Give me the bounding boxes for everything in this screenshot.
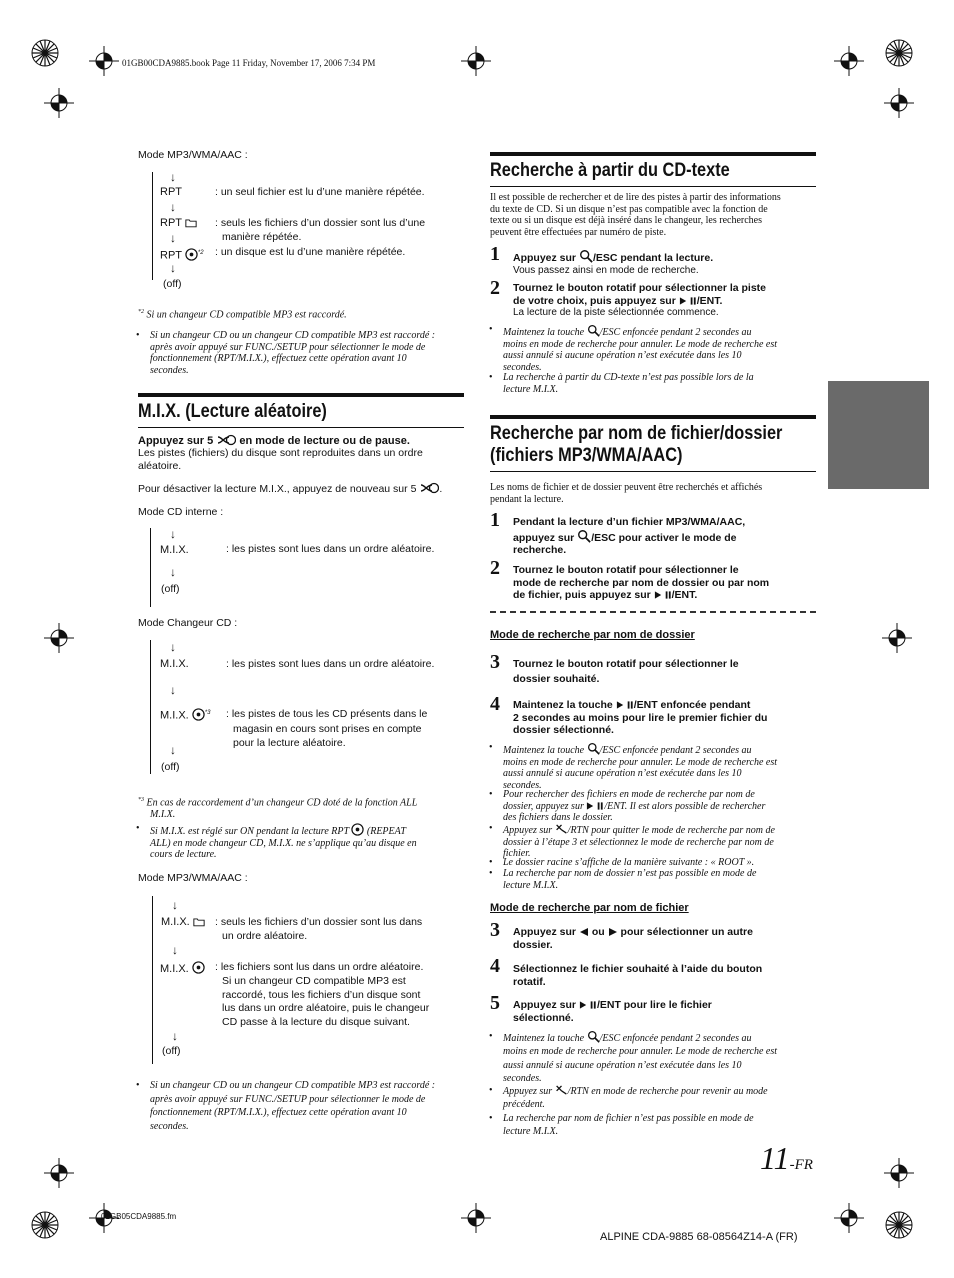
model-line: ALPINE CDA-9885 68-08564Z14-A (FR): [600, 1231, 798, 1243]
cdtext-step-2: Tournez le bouton rotatif pour sélectionner la piste de votre choix, puis appuyez sur /ENT. La lecture de la piste sélectionnée commence.: [513, 282, 767, 318]
search-icon: [587, 742, 600, 755]
folder-step-3: Tournez le bouton rotatif pour sélectionner le dossier souhaité.: [513, 658, 739, 685]
ch-mix-all-label: M.I.X. $^{*3}$: [160, 709, 211, 722]
mix-step: Appuyez sur 5 en mode de lecture ou de pause.: [138, 435, 410, 447]
step-number: 1: [490, 243, 500, 265]
return-icon: [555, 823, 568, 835]
filename-step-2: Tournez le bouton rotatif pour sélectionner le mode de recherche par nom de dossier ou par nom de fichier, puis appuyez sur /ENT.: [513, 564, 770, 601]
ch-off: (off): [161, 761, 180, 773]
step-number: 4: [490, 955, 500, 977]
search-icon: [577, 529, 591, 543]
registration-mark-icon: [30, 38, 60, 68]
crosshair-mark-icon: [884, 1158, 914, 1188]
shuffle-icon: [419, 482, 439, 494]
step-number: 1: [490, 509, 500, 531]
crosshair-mark-icon: [89, 46, 119, 76]
ch-mix-all-desc: : les pistes de tous les CD présents dans le magasin en cours sont prises en compte pour la lecture aléatoire.: [226, 708, 428, 749]
step-number: 4: [490, 693, 500, 715]
crosshair-mark-icon: [834, 46, 864, 76]
mp3-mix-disc-desc: : les fichiers sont lus dans un ordre aléatoire. Si un changeur CD compatible MP3 est raccordé, tous les fichiers d’un disque sont lus dans un ordre aléatoire, puis le changeur CD passe à la lecture du disque suivant.: [215, 961, 430, 1029]
file-step-3: Appuyez sur ou pour sélectionner un autre dossier.: [513, 926, 753, 951]
folder-bullet-4: • Le dossier racine s’affiche de la manière suivante : « ROOT ».: [503, 857, 754, 869]
left-arrow-icon: [579, 927, 589, 937]
step-number: 3: [490, 651, 500, 673]
side-tab: [828, 381, 929, 489]
crosshair-mark-icon: [884, 88, 914, 118]
registration-mark-icon: [884, 38, 914, 68]
cd-mix-label: M.I.X.: [160, 544, 189, 556]
file-search-subheading: Mode de recherche par nom de fichier: [490, 902, 689, 914]
mp3-mix-disc-label: M.I.X.: [160, 961, 205, 976]
footnote-3: $^{*3}$ En cas de raccordement d’un changeur CD doté de la fonction ALL M.I.X.: [138, 797, 418, 821]
right-arrow-icon: [608, 927, 618, 937]
filename-step-1: Pendant la lecture d’un fichier MP3/WMA/AAC, appuyez sur /ESC pour activer le mode de recherche.: [513, 516, 746, 556]
search-icon: [579, 249, 593, 263]
folder-icon: [185, 217, 197, 228]
page-number: 11-FR: [760, 1140, 813, 1176]
rpt-disc-desc: : un disque est lu d’une manière répétée.: [215, 246, 406, 258]
registration-mark-icon: [884, 1210, 914, 1240]
mix-cancel: Pour désactiver la lecture M.I.X., appuyez de nouveau sur 5 .: [138, 483, 443, 495]
mode-mp3-label: Mode MP3/WMA/AAC :: [138, 149, 248, 161]
folder-bullet-1: • Maintenez la touche /ESC enfoncée pendant 2 secondes au moins en mode de recherche pour annuler. Le mode de recherche est aussi annulé si aucune opération n’est exécutée dans les 10 secondes.: [503, 742, 777, 791]
cd-mix-desc: : les pistes sont lues dans un ordre aléatoire.: [226, 543, 435, 555]
mp3-off: (off): [162, 1045, 181, 1057]
folder-bullet-2: • Pour rechercher des fichiers en mode de recherche par nom de dossier, appuyez sur /ENT. Il est alors possible de rechercher des fichiers dans le dossier.: [503, 789, 765, 824]
folder-step-4: Maintenez la touche /ENT enfoncée pendant 2 secondes au moins pour lire le premier fichier du dossier sélectionné.: [513, 699, 768, 736]
file-bullet-1: • Maintenez la touche /ESC enfoncée pendant 2 secondes au moins en mode de recherche pour annuler. Le mode de recherche est aussi annulé si aucune opération n’est exécutée dans les 10 secondes.: [503, 1030, 777, 1085]
mode-changeur: Mode Changeur CD :: [138, 617, 238, 629]
play-pause-icon: [654, 590, 672, 600]
folder-bullet-5: • La recherche par nom de dossier n’est pas possible en mode de lecture M.I.X.: [503, 868, 756, 891]
step-number: 2: [490, 557, 500, 579]
filename-search-heading: Recherche par nom de fichier/dossier (fichiers MP3/WMA/AAC): [490, 415, 816, 472]
crosshair-mark-icon: [44, 88, 74, 118]
cdtext-intro: Il est possible de rechercher et de lire des pistes à partir des informations du texte de CD. Si un disque n’est pas compatible avec la fonction de texte ou si un disque est déjà inséré dans le changeur, les recherches peuvent être effectuées par numéro de piste.: [490, 192, 781, 238]
folder-search-subheading: Mode de recherche par nom de dossier: [490, 629, 695, 641]
file-bullet-3: • La recherche par nom de fichier n’est pas possible en mode de lecture M.I.X.: [503, 1112, 754, 1139]
file-bullet-2: • Appuyez sur /RTN en mode de recherche pour revenir au mode précédent.: [503, 1084, 768, 1112]
cdtext-bullet-1: • Maintenez la touche /ESC enfoncée pendant 2 secondes au moins en mode de recherche pour annuler. Le mode de recherche est aussi annulé si aucune opération n’est exécutée dans les 10 secondes.: [503, 324, 777, 373]
play-pause-icon: [579, 1000, 597, 1010]
file-step-5: Appuyez sur /ENT pour lire le fichier sélectionné.: [513, 999, 712, 1024]
crosshair-mark-icon: [882, 623, 912, 653]
crosshair-mark-icon: [461, 46, 491, 76]
crosshair-mark-icon: [44, 1158, 74, 1188]
bullet-changer-2: • Si un changeur CD ou un changeur CD compatible MP3 est raccordé : après avoir appuyé sur FUNC./SETUP pour sélectionner le mode de fonctionnement (RPT/M.I.X.), effectuez cette opération avant 10 secondes.: [150, 1079, 435, 1133]
mix-heading: M.I.X. (Lecture aléatoire): [138, 393, 464, 428]
crosshair-mark-icon: [461, 1203, 491, 1233]
rpt-desc: : un seul fichier est lu d’une manière répétée.: [215, 186, 425, 198]
mp3-mix-folder-desc: : seuls les fichiers d’un dossier sont lus dans un ordre aléatoire.: [215, 916, 423, 942]
rpt-folder-desc-2: manière répétée.: [222, 231, 302, 243]
rpt-disc-label: RPT $^{*2}$: [160, 249, 204, 262]
crosshair-mark-icon: [44, 623, 74, 653]
registration-mark-icon: [30, 1210, 60, 1240]
mode-cd-interne: Mode CD interne :: [138, 506, 224, 518]
cd-off: (off): [161, 583, 180, 595]
disc-icon: [351, 823, 364, 836]
rpt-label: RPT: [160, 186, 182, 198]
rpt-off: (off): [163, 278, 182, 290]
return-icon: [555, 1084, 568, 1096]
cdtext-heading: Recherche à partir du CD-texte: [490, 152, 816, 187]
mode-mp3-label-2: Mode MP3/WMA/AAC :: [138, 872, 248, 884]
mix-step-text: Les pistes (fichiers) du disque sont reproduites dans un ordre aléatoire.: [138, 447, 423, 472]
rpt-folder-label: RPT: [160, 217, 197, 230]
disc-icon: [192, 708, 205, 721]
book-header: 01GB00CDA9885.book Page 11 Friday, November 17, 2006 7:34 PM: [122, 58, 376, 68]
step-number: 5: [490, 992, 500, 1014]
folder-icon: [193, 916, 205, 927]
step-number: 3: [490, 919, 500, 941]
mp3-mix-folder-label: M.I.X.: [161, 916, 205, 929]
rpt-folder-desc: : seuls les fichiers d’un dossier sont lus d’une: [215, 217, 426, 229]
crosshair-mark-icon: [834, 1203, 864, 1233]
disc-icon: [185, 248, 198, 261]
play-pause-icon: [586, 801, 604, 811]
search-icon: [587, 324, 600, 337]
fm-file: 01GB05CDA9885.fm: [101, 1212, 177, 1221]
file-step-4: Sélectionnez le fichier souhaité à l’aide du bouton rotatif.: [513, 963, 763, 988]
bullet-mix-rpt: • Si M.I.X. est réglé sur ON pendant la lecture RPT (REPEAT ALL) en mode changeur CD, M.I.X. ne s’applique qu’au disque en cours de lecture.: [150, 823, 417, 861]
search-icon: [587, 1030, 600, 1043]
shuffle-icon: [216, 434, 236, 446]
play-pause-icon: [616, 700, 634, 710]
disc-icon: [192, 961, 205, 974]
play-pause-icon: [679, 296, 697, 306]
footnote-2: $^{*2}$ Si un changeur CD compatible MP3 est raccordé.: [138, 309, 347, 321]
folder-bullet-3: • Appuyez sur /RTN pour quitter le mode de recherche par nom de dossier à l’étape 3 et sélectionnez le mode de recherche par nom de fichier.: [503, 823, 775, 860]
ch-mix-label: M.I.X.: [160, 658, 189, 670]
cdtext-step-1: Appuyez sur /ESC pendant la lecture. Vous passez ainsi en mode de recherche.: [513, 249, 713, 277]
bullet-changer-1: • Si un changeur CD ou un changeur CD compatible MP3 est raccordé : après avoir appuyé sur FUNC./SETUP pour sélectionner le mode de fonctionnement (RPT/M.I.X.), effectuez cette opération avant 10 secondes.: [150, 330, 435, 376]
filename-intro: Les noms de fichier et de dossier peuvent être recherchés et affichés pendant la lecture.: [490, 482, 763, 505]
cdtext-bullet-2: • La recherche à partir du CD-texte n’est pas possible lors de la lecture M.I.X.: [503, 372, 754, 395]
dashed-divider: [490, 611, 816, 613]
ch-mix-desc: : les pistes sont lues dans un ordre aléatoire.: [226, 658, 435, 670]
step-number: 2: [490, 277, 500, 299]
